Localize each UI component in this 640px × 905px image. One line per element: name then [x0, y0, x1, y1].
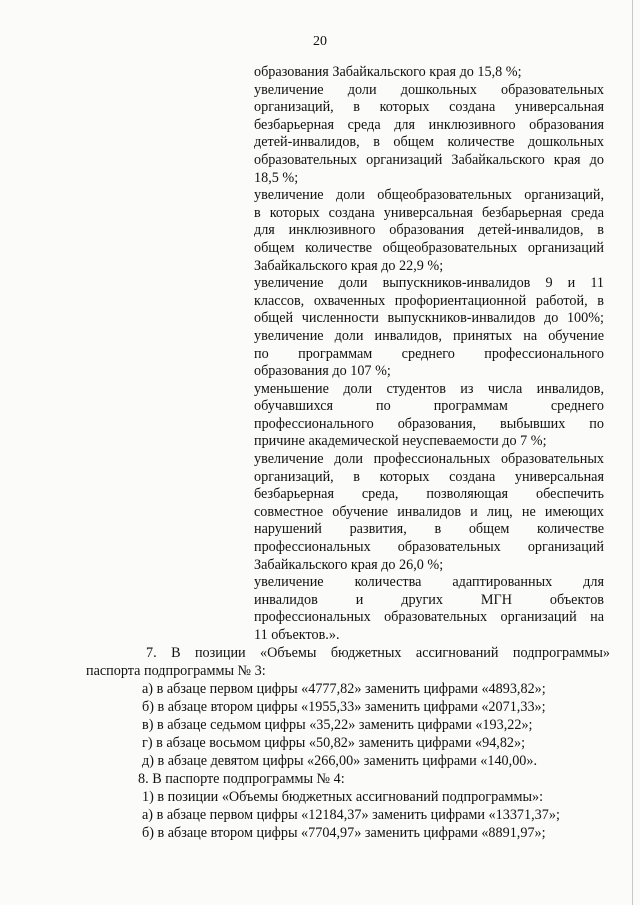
- indicator-text-line: по программам среднего профессионального: [254, 345, 604, 362]
- indicator-text-line: увеличение доли дошкольных образовательных: [254, 81, 604, 98]
- indicator-text-line: увеличение доли выпускников-инвалидов 9 и 11: [254, 275, 604, 292]
- indicator-text-line: для инклюзивного образования детей-инвалидов, в: [254, 222, 604, 239]
- amendment-7v: в) в абзаце седьмом цифры «35,22» заменить цифрами «193,22»;: [142, 717, 533, 733]
- indicator-text-line: профессиональных образовательных организаций: [254, 539, 604, 556]
- amendment-8a: а) в абзаце первом цифры «12184,37» заменить цифрами «13371,37»;: [142, 807, 560, 823]
- amendments-section: [86, 644, 610, 842]
- indicator-text-line: инвалидов и других МГН объектов: [254, 591, 604, 608]
- indicator-text-line: увеличение количества адаптированных для: [254, 574, 604, 591]
- indicator-text-line: 11 объектов.».: [254, 627, 340, 643]
- amendment-8b: б) в абзаце втором цифры «7704,97» заменить цифрами «8891,97»;: [142, 825, 546, 841]
- indicator-text-line: причине академической неуспеваемости до 7 %;: [254, 433, 547, 450]
- indicator-text-line: безбарьерная среда, позволяющая обеспечить: [254, 486, 604, 503]
- indicator-text-line: общем количестве общеобразовательных организаций: [254, 239, 604, 256]
- indicator-text-line: классов, охваченных профориентационной работой, в: [254, 292, 604, 309]
- amendment-7d: д) в абзаце девятом цифры «266,00» заменить цифрами «140,00».: [142, 753, 538, 769]
- indicator-text-line: профессиональных образовательных организаций на: [254, 609, 604, 626]
- indicator-text-line: Забайкальского края до 22,9 %;: [254, 257, 444, 274]
- indicator-text-line: образования Забайкальского края до 15,8 %;: [254, 64, 522, 80]
- indicator-text-line: в которых создана универсальная безбарьерная среда: [254, 204, 604, 221]
- indicator-text-line: профессионального образования, выбывших по: [254, 415, 604, 432]
- page-edge-line: [632, 0, 633, 905]
- amendment-item-8-heading: 8. В паспорте подпрограммы № 4:: [138, 771, 345, 787]
- indicator-text-line: увеличение доли общеобразовательных организаций,: [254, 187, 604, 204]
- amendment-7b: б) в абзаце втором цифры «1955,33» заменить цифрами «2071,33»;: [142, 699, 546, 715]
- indicator-text-line: Забайкальского края до 26,0 %;: [254, 556, 444, 573]
- indicator-text-line: общей численности выпускников-инвалидов до 100%;: [254, 310, 604, 327]
- indicator-text-line: детей-инвалидов, в общем количестве дошкольных: [254, 134, 604, 151]
- indicator-text-line: организаций, в которых создана универсальная: [254, 468, 604, 485]
- amendment-7g: г) в абзаце восьмом цифры «50,82» заменить цифрами «94,82»;: [142, 735, 526, 751]
- amendment-item-7-heading: 7. В позиции «Объемы бюджетных ассигнований подпрограммы»: [146, 645, 610, 661]
- indicator-text-line: безбарьерная среда для инклюзивного образования: [254, 116, 604, 133]
- indicator-text-line: образовательных организаций Забайкальского края до: [254, 151, 604, 168]
- indicator-text-line: совместное обучение инвалидов и лиц, не имеющих: [254, 503, 604, 520]
- amendment-7a: а) в абзаце первом цифры «4777,82» заменить цифрами «4893,82»;: [142, 681, 546, 697]
- indicator-text-line: 18,5 %;: [254, 169, 299, 186]
- indicator-text-line: увеличение доли инвалидов, принятых на обучение: [254, 327, 604, 344]
- indicator-text-line: уменьшение доли студентов из числа инвалидов,: [254, 380, 604, 397]
- indicator-text-line: увеличение доли профессиональных образовательных: [254, 451, 604, 468]
- indicators-column: [254, 64, 604, 645]
- amendment-item-7-continuation: паспорта подпрограммы № 3:: [86, 663, 266, 679]
- indicator-text-line: организаций, в которых создана универсальная: [254, 99, 604, 116]
- indicator-text-line: обучавшихся по программам среднего: [254, 398, 604, 415]
- indicator-text-line: образования до 107 %;: [254, 363, 391, 380]
- page-number: 20: [313, 34, 327, 49]
- amendment-8-1: 1) в позиции «Объемы бюджетных ассигнований подпрограммы»:: [142, 789, 544, 805]
- indicator-text-line: нарушений развития, в общем количестве: [254, 521, 604, 538]
